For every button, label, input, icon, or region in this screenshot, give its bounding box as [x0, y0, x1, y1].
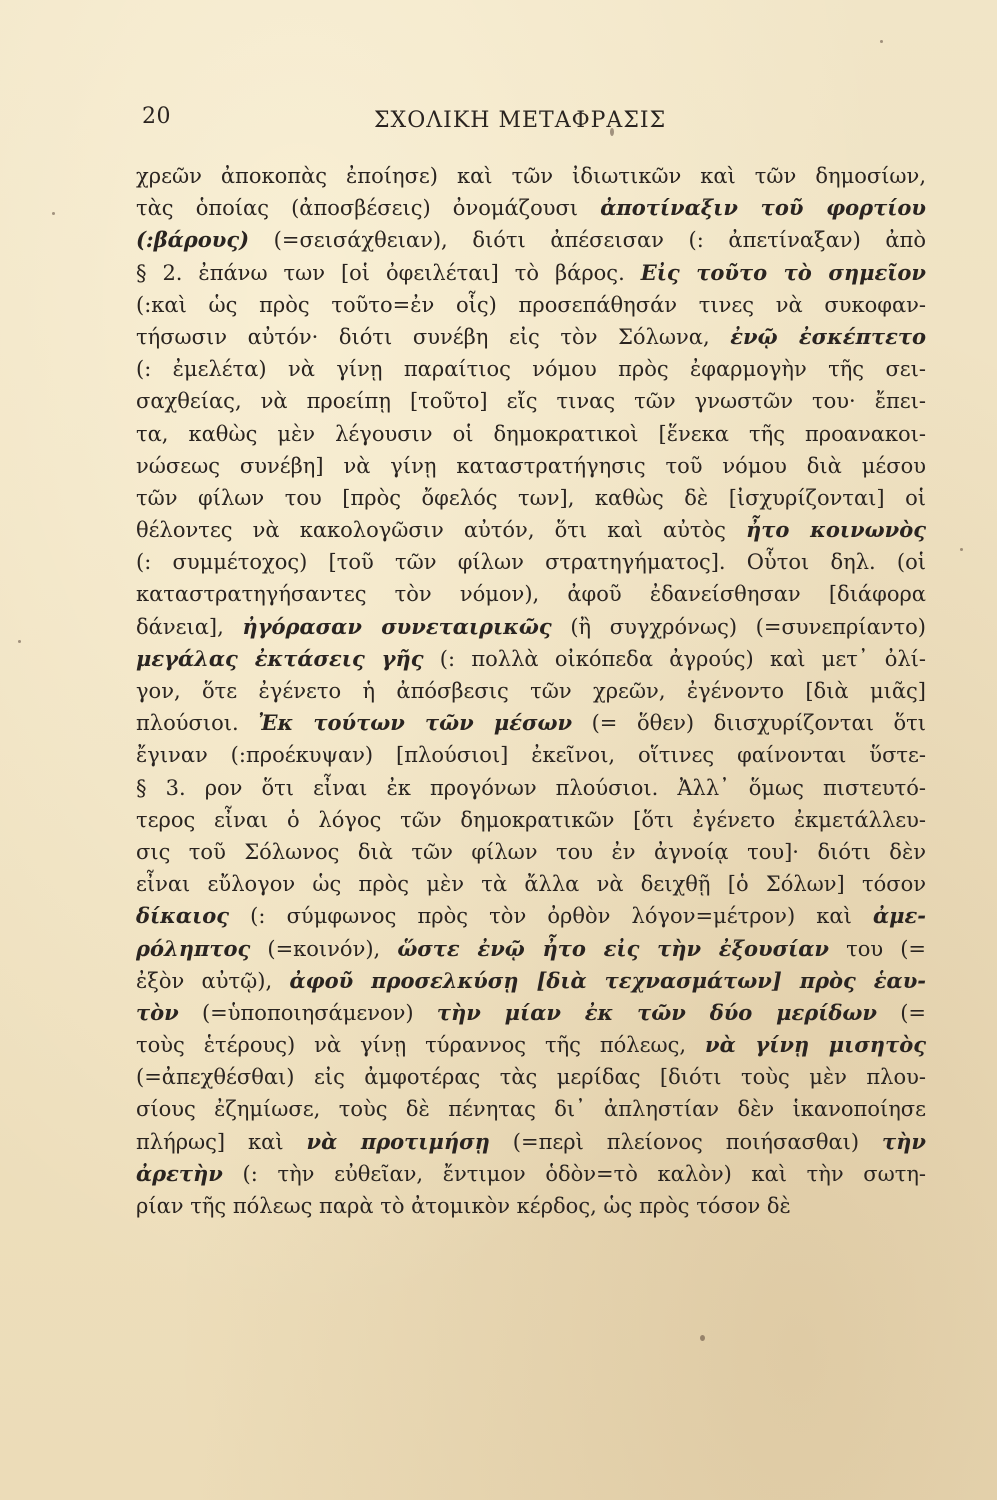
text-line — [136, 1093, 926, 1125]
text-segment: σαχθείας, νὰ προείπῃ [τοῦτο] εἴς τινας τῶν γνωστῶν του· ἔπει- — [136, 389, 926, 414]
text-line — [136, 514, 926, 546]
text-segment: χρεῶν ἀποκοπὰς ἐποίησε) καὶ τῶν ἰδιωτικῶν καὶ τῶν δημοσίων, — [136, 164, 926, 188]
text-segment: (=κοινόν), — [250, 936, 398, 961]
text-line — [136, 353, 926, 385]
text-segment: (: σύμφωνος πρὸς τὸν ὀρθὸν λόγον=μέτρον) καὶ — [229, 904, 873, 929]
text-line — [136, 257, 926, 289]
text-segment: (: πολλὰ οἰκόπεδα ἀγρούς) καὶ μετ᾽ ὀλί- — [423, 646, 926, 671]
text-segment: ἔγιναν (:προέκυψαν) [πλούσιοι] ἐκεῖνοι, οἵτινες φαίνονται ὕστε- — [136, 743, 926, 768]
text-segment: εἶναι εὔλογον ὡς πρὸς μὲν τὰ ἄλλα νὰ δειχθῇ [ὁ Σόλων] τόσον — [136, 872, 926, 897]
text-line — [136, 1158, 926, 1190]
text-line — [136, 772, 926, 804]
text-segment: τὰς ὁποίας (ἀποσβέσεις) ὀνομάζουσι — [136, 196, 601, 221]
text-segment: (=σεισάχθειαν), διότι ἀπέσεισαν (: ἀπετίναξαν) ἀπὸ — [249, 228, 926, 253]
text-line — [136, 546, 926, 578]
text-line — [136, 578, 926, 610]
text-line — [136, 933, 926, 965]
text-segment: πλούσιοι. — [136, 711, 259, 736]
text-segment: τήσωσιν αὐτόν· διότι συνέβη εἰς τὸν Σόλωνα, — [136, 324, 731, 349]
text-line — [136, 418, 926, 450]
text-segment: ρίαν τῆς πόλεως παρὰ τὸ ἀτομικὸν κέρδος, ὡς πρὸς τόσον δὲ — [136, 1194, 791, 1218]
page-number: 20 — [142, 104, 171, 129]
text-segment: (=ὑποποιησάμενον) — [178, 1000, 437, 1025]
text-segment: (ἢ συγχρόνως) (=συνεπρίαντο) — [551, 614, 926, 639]
emphasized-phrase: νὰ γίνῃ μισητὸς — [705, 1032, 926, 1058]
text-segment: (= — [876, 1000, 926, 1025]
emphasized-phrase: ἐνῷ ἐσκέπτετο — [730, 323, 926, 349]
text-line — [136, 1029, 926, 1061]
text-segment: § 3. ρον ὅτι εἶναι ἐκ προγόνων πλούσιοι. Ἀλλ᾽ ὅμως πιστευτό- — [136, 775, 926, 800]
emphasized-phrase: ἀρετὴν — [136, 1160, 223, 1186]
emphasized-phrase: ἀμε- — [872, 903, 926, 929]
text-line — [136, 482, 926, 514]
text-segment: σις τοῦ Σόλωνος διὰ τῶν φίλων του ἐν ἀγνοίᾳ του]· διότι δὲν — [136, 839, 926, 864]
emphasized-phrase: ρόληπτος — [136, 935, 251, 961]
text-line — [136, 675, 926, 707]
text-segment: νώσεως συνέβη] νὰ γίνῃ καταστρατήγησις τοῦ νόμου διὰ μέσου — [136, 453, 926, 478]
text-segment: τα, καθὼς μὲν λέγουσιν οἱ δημοκρατικοὶ [ἕνεκα τῆς προανακοι- — [136, 421, 926, 446]
text-line — [136, 224, 926, 256]
body-text — [136, 160, 926, 1222]
emphasized-phrase: ἠγόρασαν συνεταιρικῶς — [242, 613, 552, 639]
text-segment: σίους ἐζημίωσε, τοὺς δὲ πένητας δι᾽ ἀπληστίαν δὲν ἱκανοποίησε — [136, 1097, 926, 1122]
running-title: ΣΧΟΛΙΚΗ ΜΕΤΑΦΡΑΣΙΣ — [374, 108, 667, 133]
text-line — [136, 643, 926, 675]
text-line — [136, 707, 926, 739]
text-line — [136, 160, 926, 192]
emphasized-phrase: (:βάρους) — [136, 227, 250, 253]
text-segment: (=περὶ πλείονος ποιήσασθαι) — [489, 1129, 883, 1154]
emphasized-phrase: τὴν μίαν ἐκ τῶν δύο μερίδων — [436, 999, 877, 1025]
text-segment: (: συμμέτοχος) [τοῦ τῶν φίλων στρατηγήματος]. Οὗτοι δηλ. (οἱ — [136, 550, 926, 575]
text-segment: καταστρατηγήσαντες τὸν νόμον), ἀφοῦ ἐδανείσθησαν [διάφορα — [136, 582, 926, 607]
text-segment: τῶν φίλων του [πρὸς ὄφελός των], καθὼς δὲ [ἰσχυρίζονται] οἱ — [136, 485, 926, 510]
emphasized-phrase: ὥστε ἐνῷ ἦτο εἰς τὴν ἐξουσίαν — [397, 935, 829, 961]
text-segment: (= ὅθεν) διισχυρίζονται ὅτι — [572, 711, 926, 736]
emphasized-phrase: Εἰς τοῦτο τὸ σημεῖον — [640, 259, 926, 285]
text-segment: δάνεια], — [136, 614, 243, 639]
emphasized-phrase: ἀφοῦ προσελκύσῃ [διὰ τεχνασμάτων] πρὸς ἑαυ- — [289, 967, 926, 993]
emphasized-phrase: ἀποτίναξιν τοῦ φορτίου — [600, 195, 926, 221]
text-segment: (=ἀπεχθέσθαι) εἰς ἀμφοτέρας τὰς μερίδας [διότι τοὺς μὲν πλου- — [136, 1065, 926, 1090]
text-line — [136, 1190, 926, 1222]
emphasized-phrase: μεγάλας ἐκτάσεις γῆς — [136, 645, 424, 671]
text-line — [136, 611, 926, 643]
text-line — [136, 900, 926, 932]
text-segment: γον, ὅτε ἐγένετο ἡ ἀπόσβεσις τῶν χρεῶν, ἐγένοντο [διὰ μιᾶς] — [136, 679, 926, 703]
text-segment: (:καὶ ὡς πρὸς τοῦτο=ἐν οἷς) προσεπάθησάν τινες νὰ συκοφαν- — [136, 292, 926, 317]
text-segment: τερος εἶναι ὁ λόγος τῶν δημοκρατικῶν [ὅτι ἐγένετο ἐκμετάλλευ- — [136, 807, 926, 832]
text-line — [136, 289, 926, 321]
text-line — [136, 965, 926, 997]
text-segment: § 2. ἐπάνω των [οἱ ὀφειλέται] τὸ βάρος. — [136, 260, 641, 285]
text-line — [136, 450, 926, 482]
emphasized-phrase: τὴν — [882, 1128, 926, 1154]
emphasized-phrase: Ἐκ τούτων τῶν μέσων — [258, 710, 573, 736]
text-segment: (: τὴν εὐθεῖαν, ἔντιμον ὁδὸν=τὸ καλὸν) καὶ τὴν σωτη- — [222, 1161, 926, 1186]
text-segment: τοὺς ἑτέρους) νὰ γίνῃ τύραννος τῆς πόλεως, — [136, 1033, 706, 1058]
text-line — [136, 739, 926, 771]
text-segment: ἐξὸν αὐτῷ), — [136, 968, 290, 993]
emphasized-phrase: νὰ προτιμήσῃ — [306, 1128, 490, 1154]
text-segment: πλήρως] καὶ — [136, 1129, 307, 1154]
emphasized-phrase: ἦτο κοινωνὸς — [745, 517, 926, 543]
text-segment: θέλοντες νὰ κακολογῶσιν αὐτόν, ὅτι καὶ αὐτὸς — [136, 518, 746, 543]
text-line — [136, 804, 926, 836]
text-line — [136, 1061, 926, 1093]
text-line — [136, 868, 926, 900]
text-segment: (: ἐμελέτα) νὰ γίνῃ παραίτιος νόμου πρὸς ἐφαρμογὴν τῆς σει- — [136, 357, 926, 382]
text-line — [136, 385, 926, 417]
text-line — [136, 836, 926, 868]
text-line — [136, 997, 926, 1029]
text-segment: του (= — [828, 936, 926, 961]
text-line — [136, 1126, 926, 1158]
text-line — [136, 192, 926, 224]
text-line — [136, 321, 926, 353]
emphasized-phrase: δίκαιος — [136, 903, 230, 929]
emphasized-phrase: τὸν — [136, 999, 179, 1025]
